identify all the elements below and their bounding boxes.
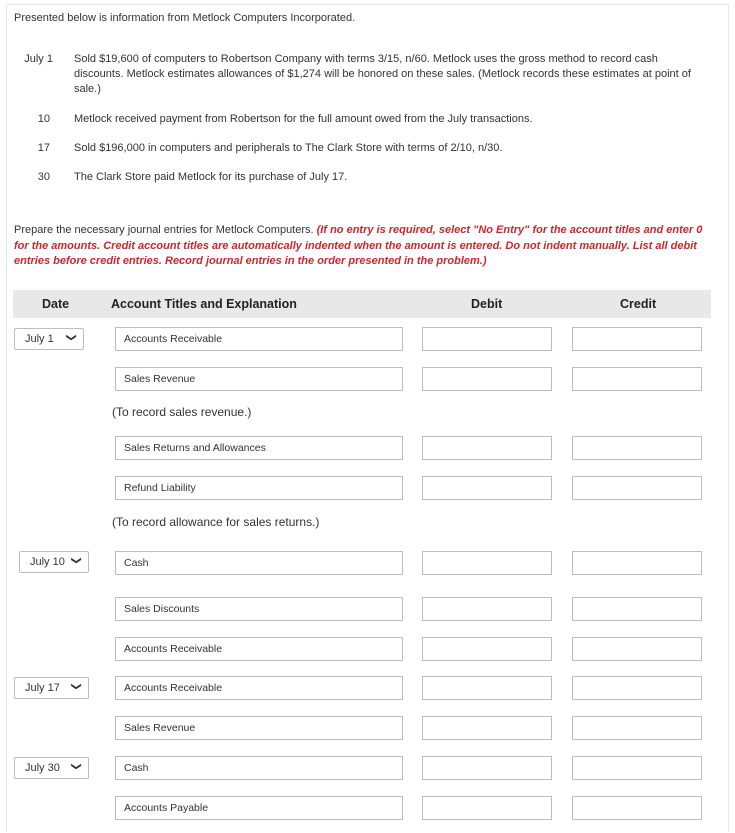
transaction-date: 30 <box>37 171 50 183</box>
debit-input[interactable] <box>422 367 552 391</box>
debit-input[interactable] <box>422 327 552 351</box>
credit-input[interactable] <box>572 476 702 500</box>
instructions-plain: Prepare the necessary journal entries for Metlock Computers. <box>14 224 317 236</box>
instructions <box>14 223 714 270</box>
credit-input[interactable] <box>572 597 702 621</box>
account-value: Sales Returns and Allowances <box>124 442 266 454</box>
account-field[interactable] <box>115 367 403 391</box>
credit-input[interactable] <box>572 551 702 575</box>
header-date: Date <box>42 297 70 311</box>
chevron-down-icon: ❯ <box>65 333 77 342</box>
date-select-july17[interactable] <box>14 677 89 699</box>
account-value: Cash <box>124 762 149 774</box>
account-value: Cash <box>124 557 149 569</box>
date-select-value: July 17 <box>25 682 60 694</box>
date-select-value: July 1 <box>25 333 54 345</box>
debit-input[interactable] <box>422 476 552 500</box>
transaction-date: 17 <box>37 142 50 154</box>
account-value: Accounts Receivable <box>124 682 223 694</box>
header-account: Account Titles and Explanation <box>111 297 297 311</box>
date-select-value: July 30 <box>25 762 60 774</box>
account-field[interactable] <box>115 716 403 740</box>
account-field[interactable] <box>115 597 403 621</box>
debit-input[interactable] <box>422 796 552 820</box>
chevron-down-icon: ❯ <box>70 762 82 771</box>
credit-input[interactable] <box>572 367 702 391</box>
credit-input[interactable] <box>572 676 702 700</box>
account-field[interactable] <box>115 796 403 820</box>
journal-table-header <box>13 290 711 318</box>
transaction-date: July 1 <box>24 53 53 65</box>
chevron-down-icon: ❯ <box>70 682 82 691</box>
account-field[interactable] <box>115 327 403 351</box>
account-value: Accounts Receivable <box>124 333 223 345</box>
entry-note: (To record sales revenue.) <box>112 405 252 419</box>
date-select-july30[interactable] <box>14 757 89 779</box>
credit-input[interactable] <box>572 756 702 780</box>
account-value: Accounts Receivable <box>124 643 223 655</box>
account-field[interactable] <box>115 676 403 700</box>
entry-note: (To record allowance for sales returns.) <box>112 515 320 529</box>
account-value: Sales Discounts <box>124 603 200 615</box>
account-field[interactable] <box>115 637 403 661</box>
account-field[interactable] <box>115 551 403 575</box>
credit-input[interactable] <box>572 327 702 351</box>
account-value: Sales Revenue <box>124 722 196 734</box>
intro-text: Presented below is information from Metlock Computers Incorporated. <box>14 12 356 24</box>
account-value: Sales Revenue <box>124 373 196 385</box>
credit-input[interactable] <box>572 436 702 460</box>
chevron-down-icon: ❯ <box>70 556 82 565</box>
account-field[interactable] <box>115 436 403 460</box>
header-credit: Credit <box>620 297 657 311</box>
instructions-emphasis: (If no entry is required, select "No Entry" for the account titles and enter 0 for the amounts. Credit account titles are automatically indented when the amount is entered. Do not indent manually. List all debit entries before credit entries. Record journal entries in the order presented in the problem.) <box>14 224 703 267</box>
account-field[interactable] <box>115 476 403 500</box>
credit-input[interactable] <box>572 796 702 820</box>
transaction-text: Sold $19,600 of computers to Robertson Company with terms 3/15, n/60. Metlock uses the gross method to record cash discounts. Metlock estimates allowances of $1,274 will be honored on these sales. (Metlock records these estimates at point of sale.) <box>74 53 691 95</box>
transaction-date: 10 <box>37 113 50 125</box>
transaction-text: Metlock received payment from Robertson for the full amount owed from the July transactions. <box>74 113 533 125</box>
date-select-value: July 10 <box>30 556 65 568</box>
debit-input[interactable] <box>422 637 552 661</box>
debit-input[interactable] <box>422 716 552 740</box>
account-value: Refund Liability <box>124 482 196 494</box>
transaction-text: Sold $196,000 in computers and peripherals to The Clark Store with terms of 2/10, n/30. <box>74 142 503 154</box>
debit-input[interactable] <box>422 597 552 621</box>
credit-input[interactable] <box>572 716 702 740</box>
debit-input[interactable] <box>422 551 552 575</box>
date-select-july1[interactable] <box>14 328 84 350</box>
account-value: Accounts Payable <box>124 802 209 814</box>
debit-input[interactable] <box>422 436 552 460</box>
header-debit: Debit <box>471 297 503 311</box>
credit-input[interactable] <box>572 637 702 661</box>
debit-input[interactable] <box>422 676 552 700</box>
debit-input[interactable] <box>422 756 552 780</box>
account-field[interactable] <box>115 756 403 780</box>
transaction-text: The Clark Store paid Metlock for its purchase of July 17. <box>74 171 348 183</box>
date-select-july10[interactable] <box>19 551 89 573</box>
